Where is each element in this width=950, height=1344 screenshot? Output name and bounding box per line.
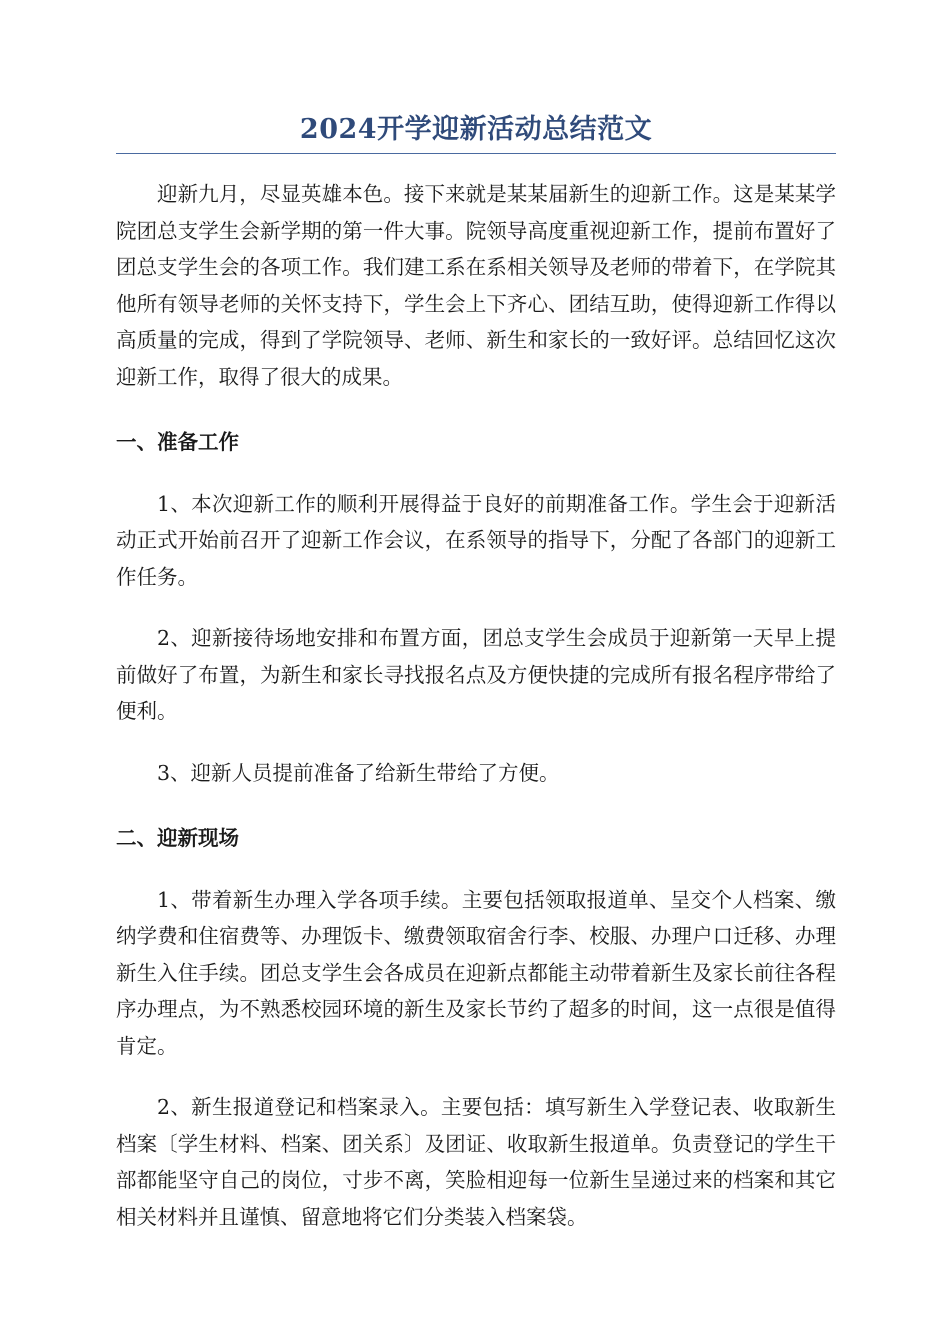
section-heading-onsite: 二、迎新现场 [116,826,239,850]
document-title: 2024开学迎新活动总结范文 [116,110,836,154]
preparation-item-2: 2、迎新接待场地安排和布置方面，团总支学生会成员于迎新第一天早上提前做好了布置，为新生和家长寻找报名点及方便快捷的完成所有报名程序带给了便利。 [116,626,836,723]
preparation-item-1: 1、本次迎新工作的顺利开展得益于良好的前期准备工作。学生会于迎新活动正式开始前召开了迎新工作会议，在系领导的指导下，分配了各部门的迎新工作任务。 [116,491,836,589]
section-heading-preparation: 一、准备工作 [116,430,239,454]
onsite-item-2: 2、新生报道登记和档案录入。主要包括：填写新生入学登记表、收取新生档案〔学生材料、档案、团关系〕及团证、收取新生报道单。负责登记的学生干部都能坚守自己的岗位，寸步不离，笑脸相迎每一位新生呈递过来的档案和其它相关材料并且谨慎、留意地将它们分类装入档案袋。 [116,1095,836,1229]
intro-paragraph: 迎新九月，尽显英雄本色。接下来就是某某届新生的迎新工作。这是某某学院团总支学生会新学期的第一件大事。院领导高度重视迎新工作，提前布置好了团总支学生会的各项工作。我们建工系在系相关领导及老师的带着下，在学院其他所有领导老师的关怀支持下，学生会上下齐心、团结互助，使得迎新工作得以高质量的完成，得到了学院领导、老师、新生和家长的一致好评。总结回忆这次迎新工作，取得了很大的成果。 [116,182,836,389]
document-page [116,110,836,1235]
preparation-item-3: 3、迎新人员提前准备了给新生带给了方便。 [157,760,560,785]
onsite-item-1: 1、带着新生办理入学各项手续。主要包括领取报道单、呈交个人档案、缴纳学费和住宿费等、办理饭卡、缴费领取宿舍行李、校服、办理户口迁移、办理新生入住手续。团总支学生会各成员在迎新点都能主动带着新生及家长前往各程序办理点，为不熟悉校园环境的新生及家长节约了超多的时间，这一点很是值得肯定。 [116,887,836,1058]
